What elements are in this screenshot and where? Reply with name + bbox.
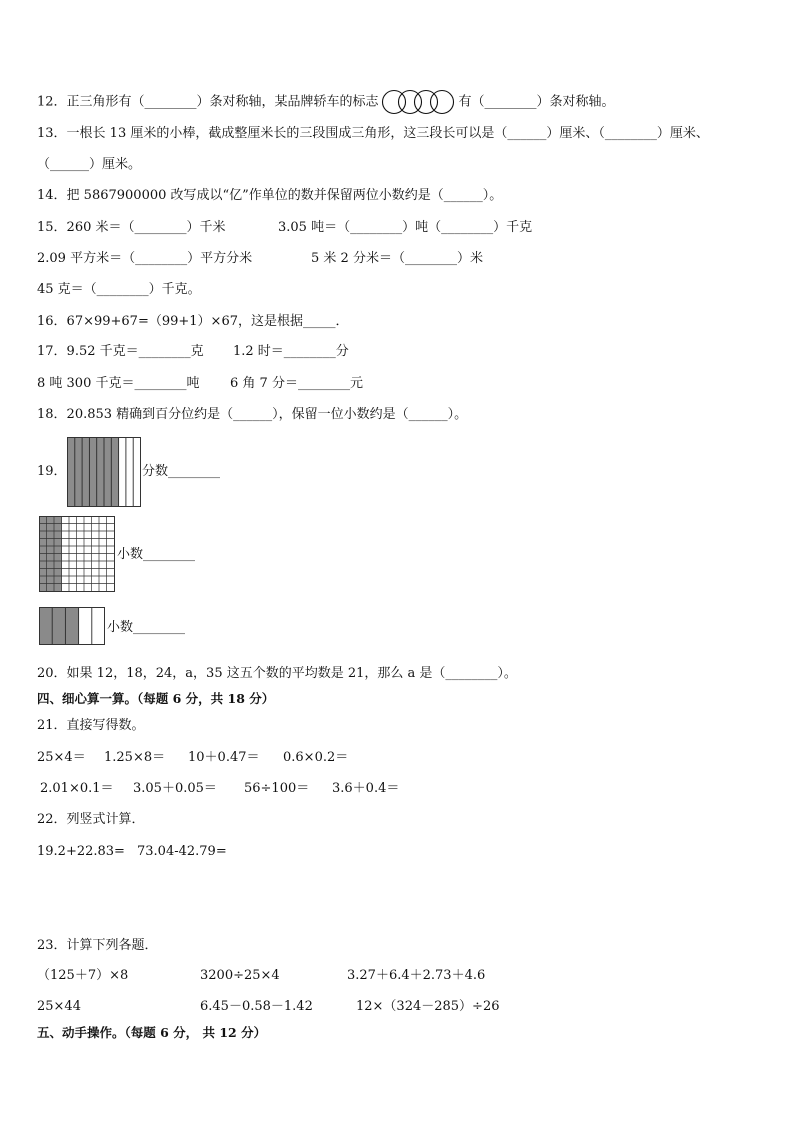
question-23: 23．计算下列各题． bbox=[37, 938, 158, 953]
q23-row-1-item-3: 3.27＋6.4＋2.73＋4.6 bbox=[347, 968, 486, 983]
q21-row-2-item-3: 56÷100＝ bbox=[244, 781, 310, 796]
question-12 bbox=[37, 89, 615, 115]
question-15-part3: 2.09 平方米＝（________）平方分米 bbox=[37, 251, 253, 266]
question-16: 16．67×99+67=（99+1）×67，这是根据_____． bbox=[37, 314, 349, 329]
q23-row-1-item-2: 3200÷25×4 bbox=[200, 968, 280, 983]
q19-fraction-answer: 分数________ bbox=[142, 464, 221, 479]
q19-decimal-answer-2: 小数________ bbox=[107, 620, 186, 635]
q21-row-2-item-2: 3.05＋0.05＝ bbox=[133, 781, 217, 796]
hundred-grid-figure bbox=[39, 516, 115, 592]
q22-item-1: 19.2+22.83= bbox=[37, 844, 125, 859]
question-17-part2: 1.2 时＝________分 bbox=[233, 344, 349, 359]
question-18: 18．20.853 精确到百分位约是（______），保留一位小数约是（______）。 bbox=[37, 407, 468, 422]
q23-row-2-item-1: 25×44 bbox=[37, 999, 81, 1014]
q21-row-2-item-4: 3.6＋0.4＝ bbox=[332, 781, 400, 796]
q21-row-2-item-1: 2.01×0.1＝ bbox=[40, 781, 114, 796]
question-15-part2: 3.05 吨＝（________）吨（________）千克 bbox=[278, 220, 533, 235]
question-13-line1: 13．一根长 13 厘米的小棒，截成整厘米长的三段围成三角形，这三段长可以是（______）厘米、（________）厘米、 bbox=[37, 126, 709, 141]
q22-item-2: 73.04-42.79= bbox=[137, 844, 227, 859]
question-19-label: 19． bbox=[37, 464, 67, 479]
q21-row-1-item-3: 10＋0.47＝ bbox=[188, 750, 260, 765]
question-17-part4: 6 角 7 分＝________元 bbox=[230, 376, 363, 391]
q21-row-1-item-1: 25×4＝ bbox=[37, 750, 86, 765]
car-logo-rings-icon bbox=[380, 89, 458, 115]
question-15-part5: 45 克＝（________）千克。 bbox=[37, 282, 201, 297]
q23-row-1-item-1: （125＋7）×8 bbox=[37, 968, 129, 983]
section-5-heading: 五、动手操作。（每题 6 分， 共 12 分） bbox=[37, 1025, 267, 1040]
section-4-heading: 四、细心算一算。（每题 6 分，共 18 分） bbox=[37, 691, 275, 706]
q19-decimal-answer-1: 小数________ bbox=[117, 547, 196, 562]
q12-text-a: 12．正三角形有（________）条对称轴，某品牌轿车的标志 bbox=[37, 94, 379, 110]
q21-row-1-item-2: 1.25×8＝ bbox=[104, 750, 166, 765]
question-17-part3: 8 吨 300 千克＝________吨 bbox=[37, 376, 200, 391]
question-13-line2: （______）厘米。 bbox=[37, 157, 142, 172]
question-15-part4: 5 米 2 分米＝（________）米 bbox=[311, 251, 483, 266]
question-21: 21．直接写得数。 bbox=[37, 718, 145, 733]
question-22: 22．列竖式计算． bbox=[37, 812, 145, 827]
q12-text-b: 有（________）条对称轴。 bbox=[458, 94, 615, 110]
question-17-part1: 17．9.52 千克＝________克 bbox=[37, 344, 204, 359]
five-part-strip-figure bbox=[39, 607, 105, 645]
q21-row-1-item-4: 0.6×0.2＝ bbox=[283, 750, 349, 765]
q23-row-2-item-2: 6.45－0.58－1.42 bbox=[200, 999, 313, 1014]
q23-row-2-item-3: 12×（324－285）÷26 bbox=[356, 999, 500, 1014]
question-20: 20．如果 12，18，24，a，35 这五个数的平均数是 21，那么 a 是（________）。 bbox=[37, 666, 517, 681]
question-14: 14．把 5867900000 改写成以“亿”作单位的数并保留两位小数约是（______）。 bbox=[37, 188, 503, 203]
question-15-part1: 15．260 米＝（________）千米 bbox=[37, 220, 226, 235]
fraction-bar-figure bbox=[67, 437, 141, 507]
